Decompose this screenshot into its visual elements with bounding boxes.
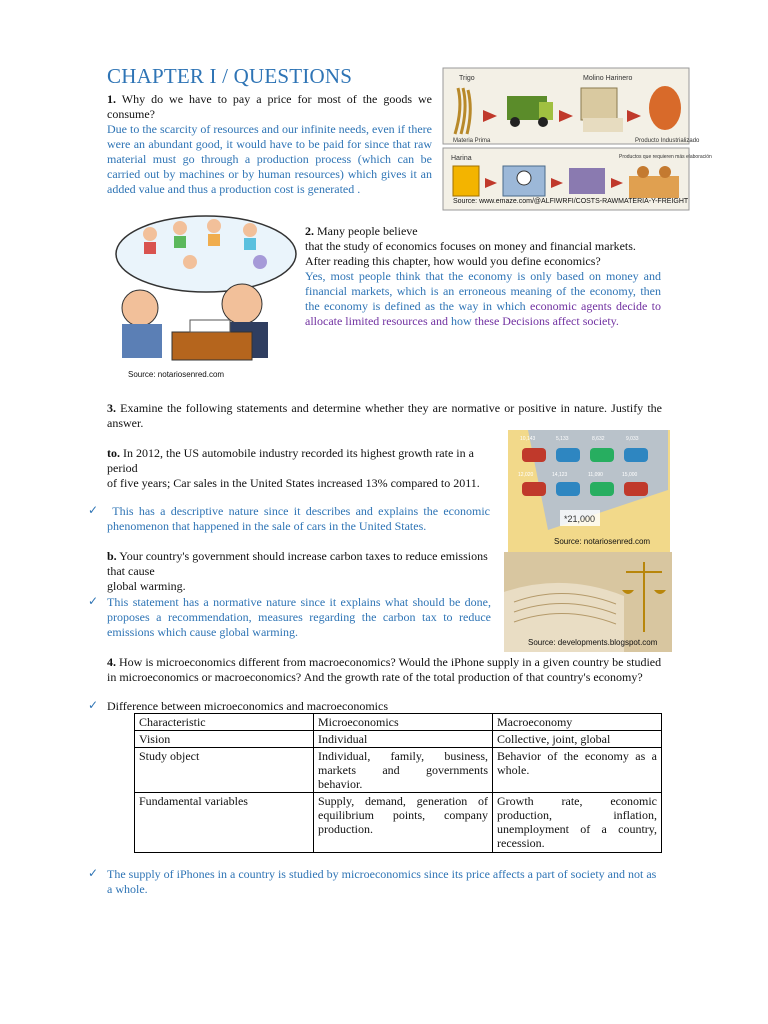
table-header-row <box>135 714 662 731</box>
table-cell: Collective, joint, global <box>493 731 662 748</box>
question-2: 2. Many people believe that the study of economics focuses on money and financial markets. After reading this chapter, how would you define economics? <box>305 224 636 268</box>
answer-4: The supply of iPhones in a country is studied by microeconomics since its price affects a part of society and not as a whole. <box>107 867 657 896</box>
table-cell: Behavior of the economy as a whole. <box>493 748 662 793</box>
production-chain-image <box>443 68 712 220</box>
car-sales-image <box>508 430 670 552</box>
label-materia-prima: Materia Prima <box>453 138 491 144</box>
image-1-source: Source: www.emaze.com/@ALFIWRFI/COSTS-RAWMATERIA-Y-FREIGHT <box>453 198 689 205</box>
table-cell: Vision <box>135 731 314 748</box>
sales-badge: *21,000 <box>564 514 596 524</box>
table-cell: Individual <box>314 731 493 748</box>
count-2: 5,133 <box>556 436 569 442</box>
table-row <box>135 748 662 793</box>
label-harina: Harina <box>451 155 472 162</box>
difference-title: Difference between microeconomics and macroeconomics <box>107 699 388 713</box>
table-cell: Growth rate, economic production, inflation, unemployment of a country, recession. <box>493 793 662 853</box>
table-header: Macroeconomy <box>493 714 662 731</box>
count-4: 9,033 <box>626 436 639 442</box>
check-icon: ✓ <box>88 503 99 517</box>
question-3: 3. Examine the following statements and determine whether they are normative or positive in nature. Justify the answer. <box>107 401 662 430</box>
question-4: 4. How is microeconomics different from macroeconomics? Would the iPhone supply in a given country be studied in microeconomics or macroeconomics? And the growth rate of the total production of that country's economy? <box>107 655 662 684</box>
comparison-table <box>134 713 662 853</box>
statement-b: b. Your country's government should increase carbon taxes to reduce emissions that cause global warming. <box>107 549 488 593</box>
image-3-source: Source: notariosenred.com <box>554 537 651 546</box>
count-5: 12,020 <box>518 472 534 478</box>
answer-1: Due to the scarcity of resources and our infinite needs, even if there were an abundant good, it would have to be paid for since that raw material must go through a production process (which can be carried out by machines or by human resources) which gives it an added value and thus a production cost is generated . <box>107 122 432 196</box>
count-1: 10,143 <box>520 436 536 442</box>
table-header: Microeconomics <box>314 714 493 731</box>
question-2-block <box>305 224 661 329</box>
check-icon: ✓ <box>88 698 99 712</box>
answer-2: Yes, most people think that the economy is only based on money and financial markets, which is an erroneous meaning of the economy, then the economy is defined as the way in which economic agents decide to allocate limited resources and how these Decisions affect society. <box>305 269 661 328</box>
books-scale-image <box>504 552 672 652</box>
answer-b: This statement has a normative nature since it explains what should be done, proposes a recommendation, measures regarding the carbon tax to reduce emissions which cause global warming. <box>107 595 491 639</box>
label-trigo: Trigo <box>459 75 475 82</box>
table-row <box>135 731 662 748</box>
table-cell: Fundamental variables <box>135 793 314 853</box>
table-cell: Individual, family, business, markets and governments behavior. <box>314 748 493 793</box>
label-molino: Molino Harinero <box>583 75 633 82</box>
check-icon: ✓ <box>88 594 99 608</box>
table-row <box>135 793 662 853</box>
table-cell: Supply, demand, generation of equilibrium points, company production. <box>314 793 493 853</box>
check-icon: ✓ <box>88 866 99 880</box>
label-productos-elaboracion: Productos que requieren más elaboración <box>619 154 712 160</box>
count-3: 8,632 <box>592 436 605 442</box>
answer-a: This has a descriptive nature since it describes and explains the economic phenomenon that happened in the sale of cars in the United States. <box>107 504 490 533</box>
count-7: 11,090 <box>588 472 603 478</box>
statement-a: to. In 2012, the US automobile industry recorded its highest growth rate in a period of five years; Car sales in the United States increased 13% compared to 2011. <box>107 446 480 490</box>
question-1-block <box>107 92 432 197</box>
image-2-source: Source: notariosenred.com <box>128 370 225 379</box>
meeting-cartoon-image <box>110 212 302 364</box>
image-4-source: Source: developments.blogspot.com <box>528 638 658 647</box>
count-8: 15,000 <box>622 472 638 478</box>
question-1: 1. Why do we have to pay a price for most of the goods we consume? <box>107 92 432 121</box>
table-cell: Study object <box>135 748 314 793</box>
page-title: CHAPTER I / QUESTIONS <box>107 64 353 88</box>
table-header: Characteristic <box>135 714 314 731</box>
label-producto: Producto Industrializado <box>635 138 700 144</box>
count-6: 14,123 <box>552 472 568 478</box>
